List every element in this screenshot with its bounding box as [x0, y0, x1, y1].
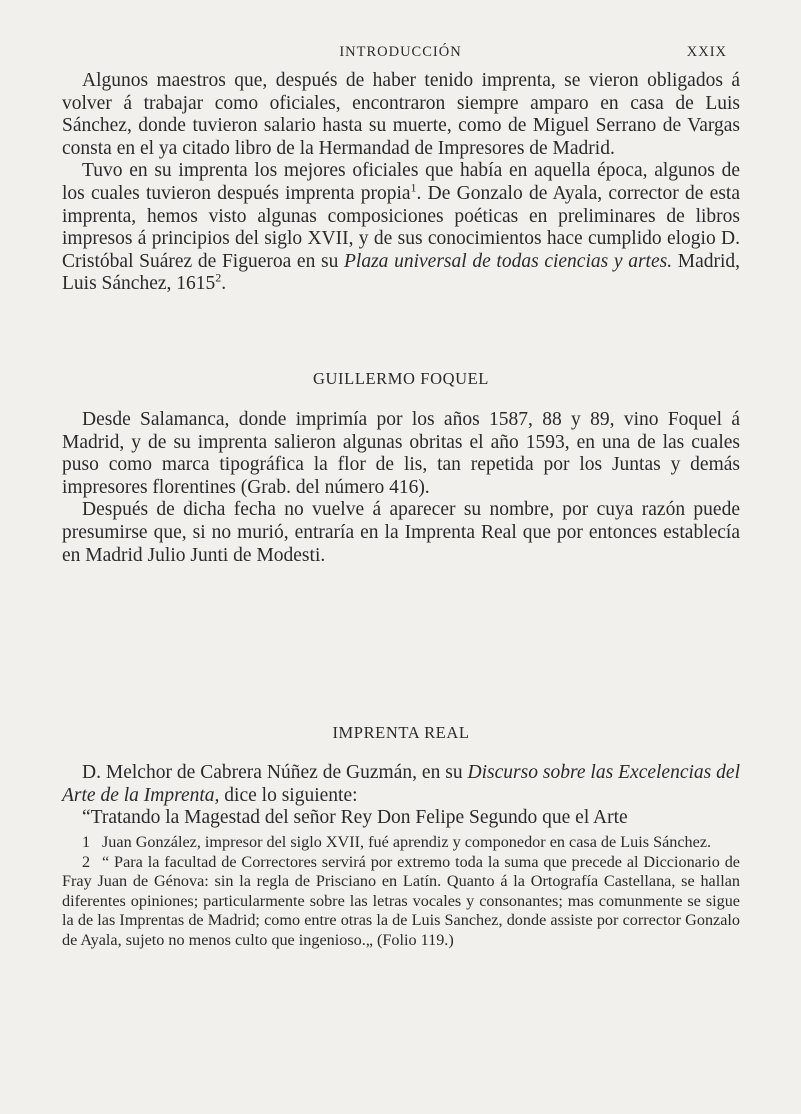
section-imprenta-real — [62, 762, 740, 830]
section-heading: IMPRENTA REAL — [332, 723, 470, 742]
paragraph: Después de dicha fecha no vuelve á aparecer su nombre, por cuya razón puede presumirse que, si no murió, entraría en la Imprenta Real que por entonces establecía en Madrid Julio Junti de Modesti. — [62, 499, 740, 566]
footnote-number: 2 — [82, 852, 91, 871]
book-title: Plaza universal de todas ciencias y artes. — [344, 250, 673, 272]
footnotes — [62, 833, 740, 951]
paragraph: D. Melchor de Cabrera Núñez de Guzmán, en su Discurso sobre las Excelencias del Arte de la Imprenta, dice lo siguiente: — [62, 762, 740, 806]
running-head — [0, 44, 801, 64]
footnote: 2 “ Para la facultad de Correctores servirá por extremo toda la suma que precede al Diccionario de Fray Juan de Génova: sin la regla de Prisciano en Latín. Quanto á la Ortografía Castellana, se hallan diferentes opiniones; particularmente sobre las letras vocales y consonantes; mas comunmente se sigue la de las Imprentas de Madrid; como entre otras la de Luis Sanchez, donde assiste por corrector Gonzalo de Ayala, sujeto no menos culto que ingenioso.„ (Folio 119.) — [62, 852, 740, 949]
section-luis-sanchez — [62, 70, 740, 296]
footnote-ref: 2 — [215, 270, 222, 285]
footnote-ref: 1 — [410, 180, 417, 195]
section-heading: GUILLERMO FOQUEL — [313, 369, 489, 388]
paragraph: Desde Salamanca, donde imprimía por los años 1587, 88 y 89, vino Foquel á Madrid, y de su imprenta salieron algunas obritas el año 1593, en una de las cuales puso como marca tipográfica la flor de lis, tan repetida por los Juntas y demás impresores florentines (Grab. del número 416). — [62, 409, 740, 498]
running-title: INTRODUCCIÓN — [339, 44, 462, 60]
section-foquel — [62, 409, 740, 567]
page-number: XXIX — [686, 44, 727, 60]
paragraph: “Tratando la Magestad del señor Rey Don Felipe Segundo que el Arte — [82, 807, 628, 829]
paragraph: Tuvo en su imprenta los mejores oficiales que había en aquella época, algunos de los cuales tuvieron después imprenta propia$^1$. De Gonzalo de Ayala, corrector de esta imprenta, hemos visto algunas composiciones poéticas en preliminares de libros impresos á principios del siglo XVII, y de sus conocimientos hace cumplido elogio D. Cristóbal Suárez de Figueroa en su Plaza universal de todas ciencias y artes. Madrid, Luis Sánchez, 1615$^2$. — [62, 160, 741, 295]
paragraph: Algunos maestros que, después de haber tenido imprenta, se vieron obligados á volver á trabajar como oficiales, encontraron siempre amparo en casa de Luis Sánchez, donde tuvieron salario hasta su muerte, como de Miguel Serrano de Vargas consta en el ya citado libro de la Hermandad de Impresores de Madrid. — [62, 70, 740, 159]
footnote: 1 Juan González, impresor del siglo XVII, fué aprendiz y componedor en casa de Luis Sánchez. — [82, 833, 712, 851]
book-title: Discurso sobre las Excelencias del Arte de la Imprenta, — [62, 762, 740, 806]
footnote-number: 1 — [82, 833, 91, 851]
